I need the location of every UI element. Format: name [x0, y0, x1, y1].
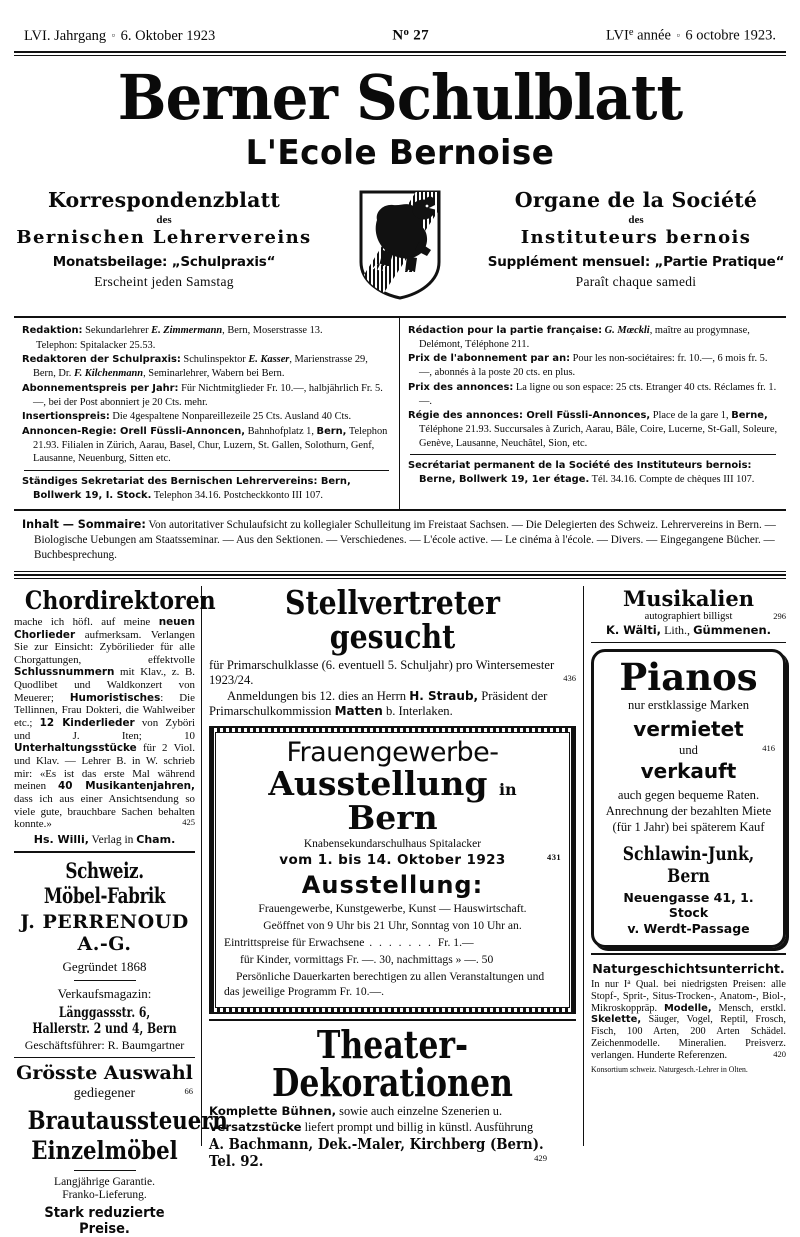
pianos-address: Neuengasse 41, 1. Stock: [623, 889, 754, 920]
prix-annonces-text: La ligne ou son espace: 25 cts. Etranger 40 cts. Réclames fr. 1.—.: [419, 381, 777, 407]
ad-frauengewerbe-ausstellung: [209, 726, 576, 1014]
frauengewerbe-season-ticket: Persönliche Dauerkarten berechtigen zu allen Veranstaltungen und das jeweilige Programm Fr. 10.—.: [224, 970, 545, 999]
org-fr-line1: Organe de la Société: [514, 187, 758, 212]
issue-number-ordinal: o: [403, 26, 410, 38]
ad-pianos: [591, 649, 786, 948]
ad-chordirektoren-signature: [14, 833, 195, 846]
pianos-ref-number: 416: [762, 742, 775, 753]
theater-contact-text: A. Bachmann, Dek.-Maler, Kirchberg (Bern). Tel. 92.: [209, 1135, 544, 1170]
org-fr-line5: Paraît chaque samedi: [575, 273, 697, 289]
pianos-passage: v. Werdt-Passage: [627, 920, 750, 936]
annoncen-agency: Orell Füssli-Annoncen,: [116, 426, 245, 438]
braut-guarantee-2: Franko-Lieferung.: [62, 1189, 147, 1202]
chor-publisher-text: Verlag in: [88, 833, 137, 846]
page-title-german: Berner Schulblatt: [117, 60, 683, 134]
braut-guarantee-1: Langjährige Garantie.: [54, 1175, 155, 1188]
pianos-rent-word: vermietet: [633, 716, 744, 741]
abo-text: Für Nichtmitglieder Fr. 10.—, halbjährlich Fr. 5.—, bei der Post abonniert je 20 Cts. mehr.: [33, 382, 383, 408]
nat-quality-sup: a: [627, 977, 631, 986]
ad-brautaussteuern: [14, 1061, 228, 1237]
redaktion-editor-name: E. Zimmermann: [151, 324, 223, 336]
moebel-company: J. PERRENOUD A.-G.: [20, 910, 189, 955]
org-fr-line4: Supplément mensuel: „Partie Pratique“: [487, 253, 785, 270]
sekretariat-label: Ständiges Sekretariat des Bernischen Lehrervereins:: [22, 475, 318, 487]
prix-abo-label: Prix de l'abonnement par an:: [408, 353, 571, 365]
imprint-fr-divider: [410, 454, 776, 455]
musikalien-ref-number: 296: [773, 610, 786, 621]
redaktoren-text-3: , Seminarlehrer, Wabern bei Bern.: [143, 368, 285, 380]
frauengewerbe-price-adults-value: Fr. 1.—: [437, 936, 474, 950]
separator-dot-right: ▫: [676, 29, 680, 40]
ad-divider-left-1: [14, 851, 195, 853]
stellvertreter-p2c: Präsident der Primarschulkommission: [209, 688, 548, 719]
musikalien-city: Gümmenen.: [693, 622, 771, 637]
frauengewerbe-inner: [215, 732, 570, 1008]
redaktion-text-1: Sekundarlehrer: [82, 324, 152, 336]
frauengewerbe-hours: Geöffnet von 9 Uhr bis 21 Uhr, Sonntag von 10 Uhr an.: [263, 919, 522, 933]
redaktion-label: Redaktion:: [22, 324, 83, 336]
ad-moebel-fabrik: [14, 858, 195, 1053]
redaktoren-name-2: F. Kilchenmann: [73, 368, 144, 380]
ad-column-middle: [202, 582, 584, 1170]
stellvertreter-ref-number: 436: [563, 673, 576, 684]
contents-paragraph: [22, 517, 778, 563]
redaktoren-text-1: Schulinspektor: [180, 354, 249, 366]
imprint-de-abo: [22, 382, 391, 409]
contents-text: Von autoritativer Schulaufsicht zu kollegialer Schulleitung im Freistaat Sachsen. — Die Delegierten des Schweiz. Lehrervereins in Bern. — Biologische Uebungen am Staatsseminar. — Aus den Sektionen. — Verschiedenes. — L'école active. — Le cinéma à l'école. — Divers. — Eingegangene Bücher. — Buchbesprechung.: [34, 518, 776, 561]
braut-word-1: Brautaussteuern: [27, 1105, 228, 1135]
redaktoren-label: Redaktoren der Schulpraxis:: [22, 354, 181, 366]
braut-subline-text: gediegener: [73, 1085, 136, 1101]
insertion-text: Die 4gespaltene Nonpareillezeile 25 Cts. Ausland 40 Cts.: [109, 411, 352, 423]
musikalien-subtitle: [591, 611, 786, 622]
redaktion-text-2: , Bern, Moserstrasse 13.: [222, 324, 323, 336]
frauengewerbe-price-adults-label: Eintrittspreise für Erwachsene: [224, 936, 365, 950]
frauengewerbe-dates-text: vom 1. bis 14. Oktober 1923: [279, 852, 506, 869]
ad-stellvertreter: [209, 582, 576, 720]
sekretariat-text: Telephon 34.16. Postcheckkonto III 107.: [151, 489, 324, 501]
issue-number-n: N: [392, 27, 404, 44]
nat-modelle: Modelle,: [663, 1002, 712, 1014]
pianos-sell-word: verkauft: [640, 758, 737, 783]
imprint-de-redaktoren: [22, 353, 391, 380]
imprint-fr-prix-abo: [408, 352, 778, 379]
nat-ref-number: 420: [773, 1049, 786, 1060]
pianos-brands: nur erstklassige Marken: [627, 697, 749, 712]
annee-label: année: [637, 27, 671, 44]
chor-b3: Humoristisches: [69, 691, 161, 704]
moebel-founded: Gegründet 1868: [62, 958, 147, 974]
organisation-row: [14, 188, 786, 300]
stellvertreter-place: Matten: [334, 704, 383, 719]
insertion-label: Insertionspreis:: [22, 411, 110, 423]
stellvertreter-p1: für Primarschulklasse (6. eventuell 5. Schuljahr) pro Wintersemester 1923/24.: [209, 657, 555, 688]
imprint-fr-redaction: [408, 324, 778, 351]
org-de-line5: Erscheint jeden Samstag: [94, 273, 234, 289]
naturgeschichte-footer: Konsortium schweiz. Naturgesch.-Lehrer in Olten.: [591, 1064, 748, 1075]
chor-b2: Schlussnummern: [14, 666, 115, 679]
moebel-inner-rule: [74, 980, 136, 981]
ad-column-left: [14, 585, 228, 1237]
org-fr-line3: Instituteurs bernois: [520, 226, 752, 248]
frauengewerbe-line-2: [224, 763, 561, 838]
braut-word-2: Einzelmöbel: [31, 1135, 178, 1165]
frauengewerbe-price-adults: [224, 935, 561, 950]
theater-t1: sowie auch einzelne Szenerien u.: [336, 1104, 503, 1119]
prix-annonces-label: Prix des annonces:: [408, 381, 514, 393]
org-fr-line2: des: [628, 213, 644, 226]
imprint-german: [14, 318, 400, 509]
sekretariat-address: Bern, Bollwerk 19, I. Stock.: [33, 475, 351, 501]
bern-coat-of-arms-bear-icon: [357, 190, 443, 300]
issue-header: [14, 0, 786, 51]
regie-city: Berne,: [731, 410, 768, 422]
stellvertreter-line-1: [209, 658, 576, 689]
stellvertreter-body: [209, 658, 576, 719]
separator-dot-left: ▫: [111, 29, 115, 40]
stellvertreter-contact-name: H. Straub,: [409, 688, 479, 703]
org-column-german: [14, 188, 314, 290]
redaction-editor-name: G. Mœckli: [602, 324, 650, 336]
theater-t2: liefert prompt und billig in künstl. Ausführung: [301, 1119, 534, 1134]
ad-naturgeschichte: [591, 961, 786, 1074]
imprint-french: [400, 318, 786, 509]
pianos-and-word: [602, 743, 775, 758]
table-of-contents: [14, 511, 786, 572]
theater-b1: Komplette Bühnen,: [209, 1104, 337, 1119]
imprint-fr-secretariat: [408, 459, 778, 487]
date-de-label: 6. Oktober 1923: [120, 27, 216, 44]
chor-b4: 12 Kinderlieder: [39, 717, 135, 730]
frauengewerbe-price-children: für Kinder, vormittags Fr. —. 30, nachmittags » —. 50: [240, 953, 494, 967]
imprint-box: [14, 316, 786, 511]
musikalien-subtitle-text: autographiert billigst: [644, 610, 733, 622]
imprint-fr-regie: [408, 409, 778, 450]
theater-ref-number: 429: [534, 1152, 548, 1163]
theater-title: Theater-Dekorationen: [272, 1022, 513, 1106]
braut-price-note: Stark reduzierte Preise.: [44, 1205, 165, 1237]
pianos-title: Pianos: [619, 654, 758, 699]
org-column-french: [486, 188, 786, 290]
redaction-text: , maître au progymnase, Delémont, Téléphone 211.: [419, 324, 750, 350]
frauengewerbe-categories: Frauengewerbe, Kunstgewerbe, Kunst — Hauswirtschaft.: [258, 902, 527, 916]
nat-skelette: Skelette,: [591, 1014, 642, 1026]
chor-t6: für 2 Viol. und Klav. — Lehrer B. in W. schrieb mir: «Es ist das erste Mal während meinen: [14, 742, 195, 793]
imprint-de-sekretariat: [22, 475, 391, 503]
ad-theater-dekorationen: [209, 1022, 576, 1170]
musikalien-title: Musikalien: [622, 585, 755, 611]
ad-divider-right-2: [591, 953, 786, 955]
chor-b5: Unterhaltungsstücke: [14, 742, 137, 755]
moebel-address: Länggassstr. 6, Hallerstr. 2 und 4, Bern: [32, 1004, 177, 1037]
chor-t4: : Die Tellinnen, Frau Dokteri, die Wahlweiber etc.;: [14, 691, 195, 730]
prix-abo-text: Pour les non-sociétaires: fr. 10.—, 6 mois fr. 5.—, abonnés à la poste 20 cts. en plus.: [419, 353, 768, 379]
nat-b6: Säuger, Vogel, Reptil, Frosch, Fisch, 100 Arten, 200 Arten Schädel. Zeichenmodelle. Mineralien. Preisverz. verlangen. Hunderte Referenzen.: [591, 1014, 786, 1062]
pianos-terms: auch gegen bequeme Raten. Anrechnung der bezahlten Miete (für 1 Jahr) bei späterem Kauf: [605, 787, 772, 835]
chor-b1: neuen Chorlieder: [14, 615, 195, 641]
nat-b2: Qual. bei niedrigsten Preisen: alle Stopf-, Sprit-, Situs-Trocken-, Anatom-, Biol-, Mikroskoppräp.: [591, 978, 786, 1014]
org-de-line2: des: [156, 213, 172, 226]
braut-guarantee: [14, 1176, 195, 1202]
chor-publisher-city: Cham.: [136, 832, 176, 846]
imprint-de-redaktion: [22, 324, 391, 338]
frauengewerbe-word-ausstellung: Ausstellung: [268, 763, 488, 803]
regie-text-1: Place de la gare 1,: [650, 410, 732, 422]
chor-publisher-name: Hs. Willi,: [33, 832, 89, 846]
contents-label: Inhalt — Sommaire:: [22, 517, 146, 531]
volume-fr-label: LVI: [606, 27, 629, 44]
masthead: [14, 56, 786, 300]
frauengewerbe-leader-dots: . . . . . . .: [364, 936, 438, 950]
ad-chordirektoren-body: [14, 616, 195, 831]
secretariat-label: Secrétariat permanent de la Société des Instituteurs bernois:: [408, 460, 752, 472]
imprint-de-insertion: [22, 410, 391, 424]
theater-body: [209, 1104, 576, 1134]
braut-subline: [14, 1086, 195, 1102]
nat-b4: Mensch, erstkl.: [711, 1002, 786, 1014]
ad-musikalien: [591, 586, 786, 638]
abo-label: Abonnementspreis per Jahr:: [22, 382, 179, 394]
stellvertreter-p2e: b. Interlaken.: [382, 704, 453, 719]
org-de-line1: Korrespondenzblatt: [47, 187, 280, 212]
issue-volume-fr: [606, 27, 776, 44]
chor-b6: 40 Musikantenjahren,: [58, 780, 195, 793]
ad-divider-middle-1: [209, 1019, 576, 1021]
ad-column-right: [584, 586, 786, 1146]
contents-bottom-rule: [14, 574, 786, 579]
ad-divider-left-2: [14, 1057, 195, 1058]
frauengewerbe-line-1: Frauengewerbe-: [286, 737, 499, 769]
page-title-french: L'Ecole Bernoise: [245, 133, 555, 174]
date-fr-label: 6 octobre 1923.: [685, 27, 776, 44]
secretariat-address: Berne, Bollwerk 19, 1er étage.: [419, 473, 590, 485]
musikalien-contact: [591, 623, 786, 638]
moebel-title: Schweiz. Möbel-Fabrik: [43, 857, 166, 908]
chor-t7: dass ich aus einer Ansichtsendung so viele gute, brauchbare Sachen behalten konnte.»: [14, 792, 195, 831]
imprint-fr-prix-annonces: [408, 381, 778, 408]
annoncen-text-1: Bahnhofplatz 1,: [244, 426, 317, 438]
secretariat-text: Tél. 34.16. Compte de chèques III 107.: [589, 473, 755, 485]
chor-t3: mit Klav., z. B. Quodlibet und Waldkonzert von Meuerer;: [14, 666, 195, 704]
annoncen-city: Bern,: [316, 426, 347, 438]
ad-chordirektoren: [14, 585, 216, 846]
org-de-line3: Bernischen Lehrervereins: [16, 226, 312, 248]
pianos-company: Schlawin-Junk, Bern: [622, 842, 755, 887]
musikalien-trade: Lith.,: [661, 622, 694, 637]
theater-b2: Versatzstücke: [209, 1119, 302, 1134]
redaktoren-name-1: E. Kasser: [248, 354, 290, 366]
annoncen-text-2: Telephon 21.93. Filialen in Zürich, Aarau, Basel, Chur, Luzern, St. Gallen, Solothurn, Genf, Lausanne, Neuenburg, Sitten etc.: [33, 426, 388, 465]
imprint-de-redaktion-phone: Telephon: Spitalacker 25.53.: [36, 339, 156, 351]
naturgeschichte-body: [591, 978, 786, 1062]
redaction-label: Rédaction pour la partie française:: [408, 324, 603, 336]
braut-ref-number: 66: [184, 1085, 193, 1096]
imprint-de-divider: [24, 470, 389, 471]
chor-ref-number: 425: [182, 817, 195, 828]
frauengewerbe-dates: [224, 852, 561, 868]
frauengewerbe-venue: Knabensekundarschulhaus Spitalacker: [303, 838, 482, 851]
regie-agency: Orell Füssli-Annonces,: [522, 410, 651, 422]
ad-divider-right-1: [591, 642, 786, 643]
braut-headline: Grösste Auswahl: [16, 1061, 193, 1084]
frauengewerbe-word-bern: Bern: [347, 798, 438, 838]
chor-t2: aufmerksam. Verlangen Sie zur Einsicht: Zybörilieder für alle Chorgattungen, effektvolle: [14, 628, 195, 666]
frauengewerbe-ref-number: 431: [547, 852, 561, 863]
ad-chordirektoren-title: Chordirektoren: [24, 585, 216, 615]
naturgeschichte-title: Naturgeschichtsunterricht.: [592, 960, 785, 976]
volume-fr-ordinal: e: [628, 27, 634, 39]
stellvertreter-p2a: Anmeldungen bis 12. dies an Herrn: [227, 688, 410, 703]
chor-t1: mache ich höfl. auf meine: [14, 615, 159, 628]
stellvertreter-line-2: [209, 689, 576, 720]
issue-volume-de: [24, 28, 215, 45]
issue-number: [392, 26, 429, 45]
chor-t5: von Zyböri und J. Iten; 10: [14, 717, 196, 742]
moebel-shop-label: Verkaufsmagazin:: [57, 985, 152, 1001]
frauengewerbe-section-heading: Ausstellung:: [301, 871, 484, 900]
braut-inner-rule: [74, 1170, 136, 1171]
musikalien-name: K. Wälti,: [605, 622, 662, 637]
moebel-manager: Geschäftsführer: R. Baumgartner: [24, 1037, 185, 1052]
regie-text-2: Téléphone 21.93. Succursales à Zurich, Aarau, Bâle, Coire, Lucerne, St-Gall, Soleure, Genève, Lausanne, Neuchâtel, Sion, etc.: [419, 424, 778, 449]
theater-contact: [209, 1136, 547, 1170]
annoncen-label: Annoncen-Regie:: [22, 426, 117, 438]
volume-de-label: LVI. Jahrgang: [24, 27, 107, 44]
org-de-line4: Monatsbeilage: „Schulpraxis“: [52, 253, 276, 270]
stellvertreter-title: Stellvertreter gesucht: [285, 582, 500, 657]
pianos-and-text: und: [679, 742, 698, 757]
redaktoren-text-2: , Marienstrasse 29, Bern, Dr.: [33, 354, 368, 380]
regie-label: Régie des annonces:: [408, 410, 523, 422]
imprint-de-annoncen: [22, 425, 391, 466]
frauengewerbe-word-in: in: [498, 779, 517, 799]
nat-b1: In nur I: [591, 978, 628, 990]
advertisement-grid: [14, 582, 786, 1237]
issue-number-value: 27: [413, 27, 429, 44]
